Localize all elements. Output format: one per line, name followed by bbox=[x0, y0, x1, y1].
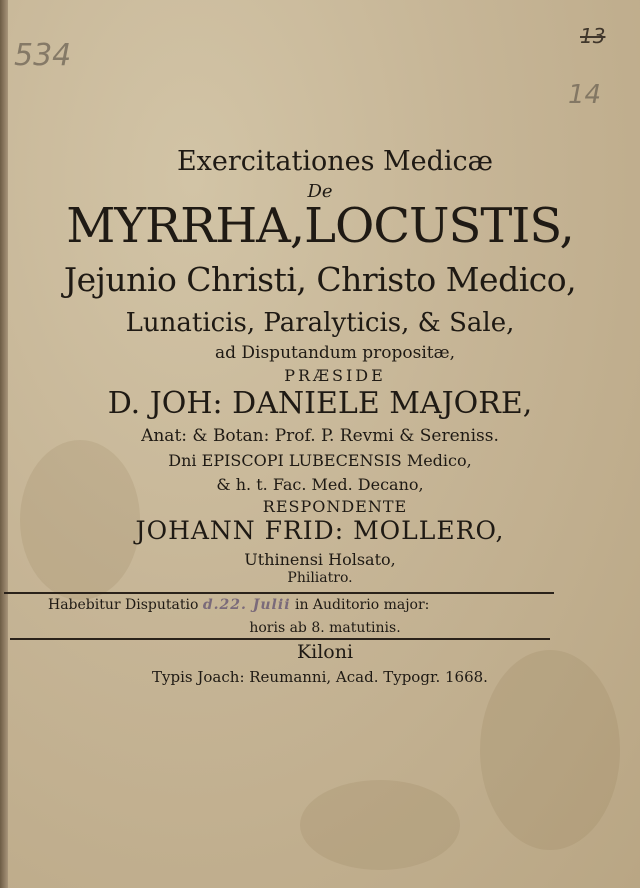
preside-name: D. JOH: DANIELE MAJORE, bbox=[107, 386, 533, 421]
title-main: MYRRHA,LOCUSTIS, bbox=[66, 198, 574, 254]
divider-rule bbox=[10, 638, 550, 640]
handwritten-date: d.22. Julii bbox=[202, 597, 291, 613]
disputation-time: horis ab 8. matutinis. bbox=[249, 620, 401, 636]
respondente-label: RESPONDENTE bbox=[262, 497, 408, 516]
disputation-suffix: in Auditorio major: bbox=[294, 597, 430, 613]
respondente-title: Philiatro. bbox=[287, 570, 353, 586]
margin-note-shelfmark: 534 bbox=[14, 38, 72, 73]
respondente-origin: Uthinensi Holsato, bbox=[244, 550, 396, 569]
margin-note-page-number: 14 bbox=[568, 80, 602, 110]
preside-role-3: & h. t. Fac. Med. Decano, bbox=[216, 475, 424, 494]
disputation-line bbox=[48, 597, 608, 613]
title-line-4: Jejunio Christi, Christo Medico, bbox=[63, 260, 577, 299]
respondente-name: JOHANN FRID: MOLLERO, bbox=[135, 516, 505, 545]
preside-label: PRÆSIDE bbox=[284, 366, 386, 385]
imprint-printer: Typis Joach: Reumanni, Acad. Typogr. 1668. bbox=[152, 668, 488, 686]
preside-role-1: Anat: & Botan: Prof. P. Revmi & Sereniss. bbox=[141, 426, 499, 446]
imprint-city: Kiloni bbox=[296, 641, 354, 663]
title-line-1: Exercitationes Medicæ bbox=[176, 146, 494, 177]
margin-note-struck-number: 13 bbox=[580, 24, 606, 48]
title-line-5: Lunaticis, Paralyticis, & Sale, bbox=[125, 308, 515, 338]
title-line-6: ad Disputandum propositæ, bbox=[214, 343, 456, 363]
preside-role-2: Dni EPISCOPI LUBECENSIS Medico, bbox=[168, 451, 472, 470]
divider-rule bbox=[4, 592, 554, 594]
title-line-2: De bbox=[307, 181, 333, 202]
paper-stain bbox=[300, 780, 460, 870]
disputation-prefix: Habebitur Disputatio bbox=[48, 597, 199, 613]
